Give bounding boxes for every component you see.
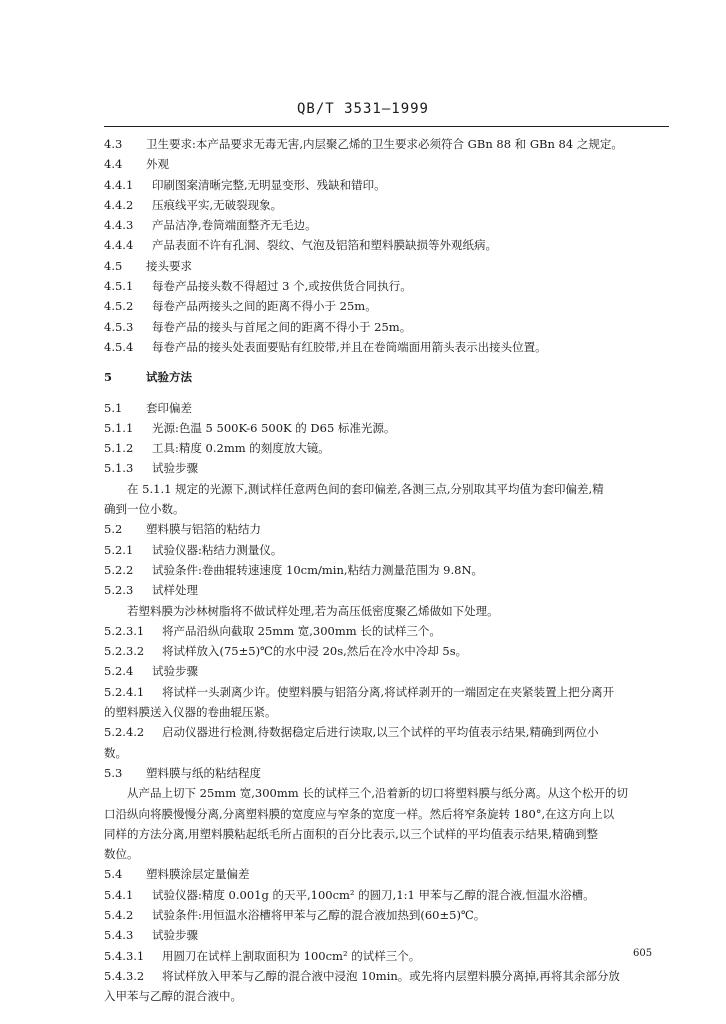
clause-line bbox=[104, 458, 669, 478]
paragraph-line: 确到一位小数。 bbox=[104, 502, 185, 517]
clause-text: 卫生要求:本产品要求无毒无害,内层聚乙烯的卫生要求必须符合 GBn 88 和 GBn 84 之规定。 bbox=[146, 137, 623, 151]
clauses-5-2-3 bbox=[104, 621, 669, 702]
clause-number: 4.4.3 bbox=[104, 218, 134, 233]
clause-line bbox=[104, 296, 669, 316]
clause-line bbox=[104, 154, 669, 174]
clause-line bbox=[104, 641, 669, 661]
clause-text: 试验步骤 bbox=[152, 461, 198, 476]
clause-5-2-4-2 bbox=[104, 722, 669, 742]
clause-number: 5.2.4.1 bbox=[104, 684, 145, 699]
clause-text: 压痕线平实,无破裂现象。 bbox=[152, 197, 283, 212]
paragraph-line: 数位。 bbox=[104, 847, 139, 862]
clause-number: 5.2 bbox=[104, 522, 123, 537]
paragraph-line: 在 5.1.1 规定的光源下,测试样任意两色间的套印偏差,各测三点,分别取其平均值为套印偏差,精 bbox=[127, 481, 604, 496]
clause-text: 塑料膜与纸的粘结程度 bbox=[146, 765, 261, 780]
section-4-clauses bbox=[104, 134, 669, 357]
clause-line bbox=[104, 540, 669, 560]
clause-text: 塑料膜与铝箔的粘结力 bbox=[146, 522, 261, 537]
clause-text: 试验仪器:精度 0.001g 的天平,100cm² 的圆刀,1:1 甲苯与乙醇的混合液,恒温水浴槽。 bbox=[152, 887, 595, 902]
clause-line bbox=[104, 864, 669, 884]
clause-text: 将试样一头剥离少许。使塑料膜与铝箔分离,将试样剥开的一端固定在夹紧装置上把分离开 bbox=[162, 684, 615, 699]
clause-line bbox=[104, 276, 669, 296]
clause-text: 用圆刀在试样上割取面积为 100cm² 的试样三个。 bbox=[162, 948, 421, 963]
clause-text: 塑料膜涂层定量偏差 bbox=[146, 867, 250, 882]
clause-number: 5.2.3.2 bbox=[104, 644, 145, 659]
clause-line bbox=[104, 946, 669, 966]
clause-number: 5.1.3 bbox=[104, 461, 134, 476]
paragraph-line: 若塑料膜为沙林树脂将不做试样处理,若为高压低密度聚乙烯做如下处理。 bbox=[127, 603, 499, 618]
clause-text: 试验步骤 bbox=[152, 664, 198, 679]
clause-text: 套印偏差 bbox=[146, 400, 192, 415]
clause-line bbox=[104, 682, 669, 702]
clause-text: 试样处理 bbox=[152, 583, 198, 598]
clauses-5-1 bbox=[104, 398, 669, 479]
clause-number: 4.4.1 bbox=[104, 177, 134, 192]
clause-text: 试验条件:用恒温水浴槽将甲苯与乙醇的混合液加热到(60±5)℃。 bbox=[152, 907, 486, 922]
section-5-heading bbox=[104, 367, 669, 387]
clause-line bbox=[104, 905, 669, 925]
clause-number: 5.1.2 bbox=[104, 441, 134, 456]
clause-number: 5.1.1 bbox=[104, 420, 134, 435]
clause-text: 外观 bbox=[146, 157, 169, 172]
clause-line bbox=[104, 337, 669, 357]
clause-line bbox=[104, 925, 669, 945]
clause-text: 每卷产品两接头之间的距离不得小于 25m。 bbox=[152, 299, 377, 314]
clause-text: 接头要求 bbox=[146, 258, 192, 273]
clause-line bbox=[104, 519, 669, 539]
clause-line bbox=[104, 621, 669, 641]
section-number: 5 bbox=[104, 370, 113, 385]
clause-text: 将试样放入(75±5)℃的水中浸 20s,然后在冷水中冷却 5s。 bbox=[162, 644, 468, 659]
clause-text: 印刷图案清晰完整,无明显变形、残缺和错印。 bbox=[152, 177, 386, 192]
clause-number: 5.4.3.1 bbox=[104, 948, 145, 963]
clause-number: 4.5.1 bbox=[104, 279, 134, 294]
clause-number: 5.4.3.2 bbox=[104, 968, 145, 983]
clause-number: 4.4 bbox=[104, 157, 123, 172]
clause-number: 5.2.3 bbox=[104, 583, 134, 598]
clause-number: 5.2.4.2 bbox=[104, 725, 145, 740]
clause-number: 5.4.1 bbox=[104, 887, 134, 902]
clause-line bbox=[104, 966, 669, 986]
clause-5-3 bbox=[104, 763, 669, 783]
clause-line bbox=[104, 722, 669, 742]
clause-number: 5.1 bbox=[104, 400, 123, 415]
clause-line bbox=[104, 134, 669, 154]
clause-number: 4.3 bbox=[104, 137, 123, 151]
paragraph-line: 同样的方法分离,用塑料膜粘起纸毛所占面积的百分比表示,以三个试样的平均值表示结果,精确到整 bbox=[104, 826, 598, 841]
clause-number: 4.5.4 bbox=[104, 339, 134, 354]
paragraph-line: 的塑料膜送入仪器的卷曲辊压紧。 bbox=[104, 705, 277, 720]
paragraph-line: 数。 bbox=[104, 745, 127, 760]
clause-line bbox=[104, 215, 669, 235]
paragraph-line: 口沿纵向将膜慢慢分离,分离塑料膜的宽度应与窄条的宽度一样。然后将窄条旋转 180°,在这方向上以 bbox=[104, 806, 615, 821]
clause-number: 5.2.1 bbox=[104, 542, 134, 557]
clause-text: 每卷产品的接头处表面要贴有红胶带,并且在卷筒端面用箭头表示出接头位置。 bbox=[152, 339, 547, 354]
clause-number: 5.4.2 bbox=[104, 907, 134, 922]
clause-number: 5.2.2 bbox=[104, 562, 134, 577]
header-rule bbox=[104, 126, 669, 127]
clause-line bbox=[104, 661, 669, 681]
clause-text: 将产品沿纵向截取 25mm 宽,300mm 长的试样三个。 bbox=[162, 623, 441, 638]
clause-number: 5.2.4 bbox=[104, 664, 134, 679]
clause-number: 5.2.3.1 bbox=[104, 623, 145, 638]
clause-line bbox=[104, 418, 669, 438]
clauses-5-4 bbox=[104, 864, 669, 986]
clause-line bbox=[104, 175, 669, 195]
paragraph-line: 入甲苯与乙醇的混合液中。 bbox=[104, 989, 242, 1004]
clause-text: 产品表面不许有孔洞、裂纹、气泡及铝箔和塑料膜缺损等外观纸病。 bbox=[152, 238, 497, 253]
clause-number: 5.3 bbox=[104, 765, 123, 780]
clause-text: 启动仪器进行检测,待数据稳定后进行读取,以三个试样的平均值表示结果,精确到两位小 bbox=[162, 725, 599, 740]
document-body bbox=[104, 134, 669, 1006]
page-number: 605 bbox=[633, 948, 653, 959]
clause-number: 4.5.2 bbox=[104, 299, 134, 314]
clause-line bbox=[104, 317, 669, 337]
section-title: 试验方法 bbox=[146, 370, 192, 385]
clause-line bbox=[104, 235, 669, 255]
clause-text: 试验步骤 bbox=[152, 928, 198, 943]
clause-line bbox=[104, 195, 669, 215]
clause-number: 5.4 bbox=[104, 867, 123, 882]
clause-number: 4.5.3 bbox=[104, 319, 134, 334]
clause-number: 4.4.2 bbox=[104, 197, 134, 212]
standard-number-header: QB/T 3531—1999 bbox=[296, 101, 429, 117]
clause-text: 试验仪器:粘结力测量仪。 bbox=[152, 542, 283, 557]
clause-text: 将试样放入甲苯与乙醇的混合液中浸泡 10min。或先将内层塑料膜分离掉,再将其余部分放 bbox=[162, 968, 620, 983]
clauses-5-2 bbox=[104, 519, 669, 600]
clause-line bbox=[104, 256, 669, 276]
clause-text: 每卷产品的接头与首尾之间的距离不得小于 25m。 bbox=[152, 319, 412, 334]
clause-line bbox=[104, 398, 669, 418]
clause-text: 每卷产品接头数不得超过 3 个,或按供货合同执行。 bbox=[152, 279, 412, 294]
clause-text: 工具:精度 0.2mm 的刻度放大镜。 bbox=[152, 441, 330, 456]
clause-text: 产品洁净,卷筒端面整齐无毛边。 bbox=[152, 218, 317, 233]
clause-line bbox=[104, 580, 669, 600]
clause-text: 试验条件:卷曲辊转速速度 10cm/min,粘结力测量范围为 9.8N。 bbox=[152, 562, 484, 577]
clause-number: 4.5 bbox=[104, 258, 123, 273]
clause-line bbox=[104, 885, 669, 905]
clause-number: 5.4.3 bbox=[104, 928, 134, 943]
clause-line bbox=[104, 763, 669, 783]
paragraph-line: 从产品上切下 25mm 宽,300mm 长的试样三个,沿着新的切口将塑料膜与纸分离。从这个松开的切 bbox=[127, 786, 628, 801]
clause-line bbox=[104, 438, 669, 458]
clause-line bbox=[104, 560, 669, 580]
clause-number: 4.4.4 bbox=[104, 238, 134, 253]
clause-text: 光源:色温 5 500K-6 500K 的 D65 标准光源。 bbox=[152, 420, 396, 435]
